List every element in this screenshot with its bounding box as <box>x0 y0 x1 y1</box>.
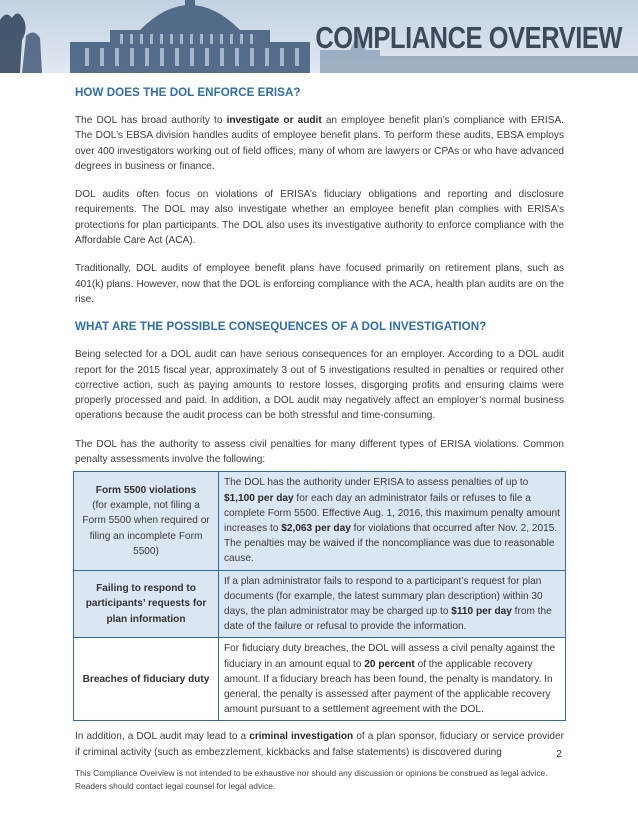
footer-disclaimer <box>75 767 575 792</box>
section-heading-enforce: HOW DOES THE DOL ENFORCE ERISA? <box>75 86 301 99</box>
page-number: 2 <box>556 748 562 760</box>
footer-line: This Compliance Overview is not intended to be exhaustive nor should any discussion or opinions be construed as legal advice. <box>75 768 548 778</box>
table-row <box>74 638 566 721</box>
row-title: Form 5500 violations <box>95 484 197 496</box>
footer-line: Readers should contact legal counsel for legal advice. <box>75 780 276 791</box>
paragraph: DOL audits often focus on violations of ERISA’s fiduciary obligations and reporting and disclosure requirements. The DOL may also investigate whether an employee benefit plan complies with ERISA’s protections for plan participants. The DOL also uses its investigative authority to enforce compliance with the Affordable Care Act (ACA). <box>75 189 564 247</box>
main-content <box>75 86 564 760</box>
table-row <box>74 570 566 638</box>
paragraph: The DOL has the authority to assess civil penalties for many different types of ERISA violations. Common penalty assessments involve the following: <box>75 438 564 466</box>
row-title: Breaches of fiduciary duty <box>82 673 210 685</box>
penalty-table <box>73 471 566 721</box>
paragraph: Being selected for a DOL audit can have serious consequences for an employer. According to a DOL audit report for the 2015 fiscal year, approximately 3 out of 5 investigations resulted in penalties or required other corrective action, such as paying amounts to restore losses, disgorging profits and ensuring claims were properly processed and paid. In addition, a DOL audit may negatively affect an employer’s normal business operations because the audit process can be both stressful and time-consuming. <box>75 349 564 422</box>
section-heading-consequences: WHAT ARE THE POSSIBLE CONSEQUENCES OF A DOL INVESTIGATION? <box>75 320 487 334</box>
banner-title: COMPLIANCE OVERVIEW <box>315 20 622 55</box>
row-description: The DOL has the authority under ERISA to assess penalties of up to $1,100 per day for each day an administrator fails or refuses to file a complete Form 5500. Effective Aug. 1, 2016, this maximum penalty amount increases to $2,063 per day for violations that occurred after Nov. 2, 2015. The penalties may be waived if the noncompliance was due to reasonable cause. <box>219 472 566 570</box>
row-subtitle: (for example, not filing a Form 5500 when required or filing an incomplete Form 5500) <box>82 500 210 557</box>
header-banner <box>0 0 638 73</box>
paragraph: The DOL has broad authority to investigate or audit an employee benefit plan’s compliance with ERISA. The DOL’s EBSA division handles audits of employee benefit plans. To perform these audits, EBSA employs over 400 investigators working out of field offices, many of whom are lawyers or CPAs or who have advanced degrees in business or finance. <box>75 115 564 172</box>
row-title: Failing to respond to participants’ requests for plan information <box>85 583 207 625</box>
paragraph: In addition, a DOL audit may lead to a criminal investigation of a plan sponsor, fiduciary or service provider if criminal activity (such as embezzlement, kickbacks and false statements) is discovered during <box>75 731 564 758</box>
paragraph: Traditionally, DOL audits of employee benefit plans have focused primarily on retirement plans, such as 401(k) plans. However, now that the DOL is enforcing compliance with the ACA, health plan audits are on the rise. <box>75 263 564 305</box>
row-header <box>74 638 219 721</box>
row-header <box>74 570 219 638</box>
row-description: If a plan administrator fails to respond to a participant’s request for plan documents (for example, the latest summary plan description) within 30 days, the plan administrator may be charged up to $110 per day from the date of the failure or refusal to provide the information. <box>219 570 566 638</box>
row-header <box>74 472 219 570</box>
table-row <box>74 472 566 570</box>
row-description: For fiduciary duty breaches, the DOL will assess a civil penalty against the fiduciary in an amount equal to 20 percent of the applicable recovery amount. If a fiduciary breach has been found, the penalty is mandatory. In general, the penalty is assessed after payment of the applicable recovery amount pursuant to a settlement agreement with the DOL. <box>219 638 566 721</box>
